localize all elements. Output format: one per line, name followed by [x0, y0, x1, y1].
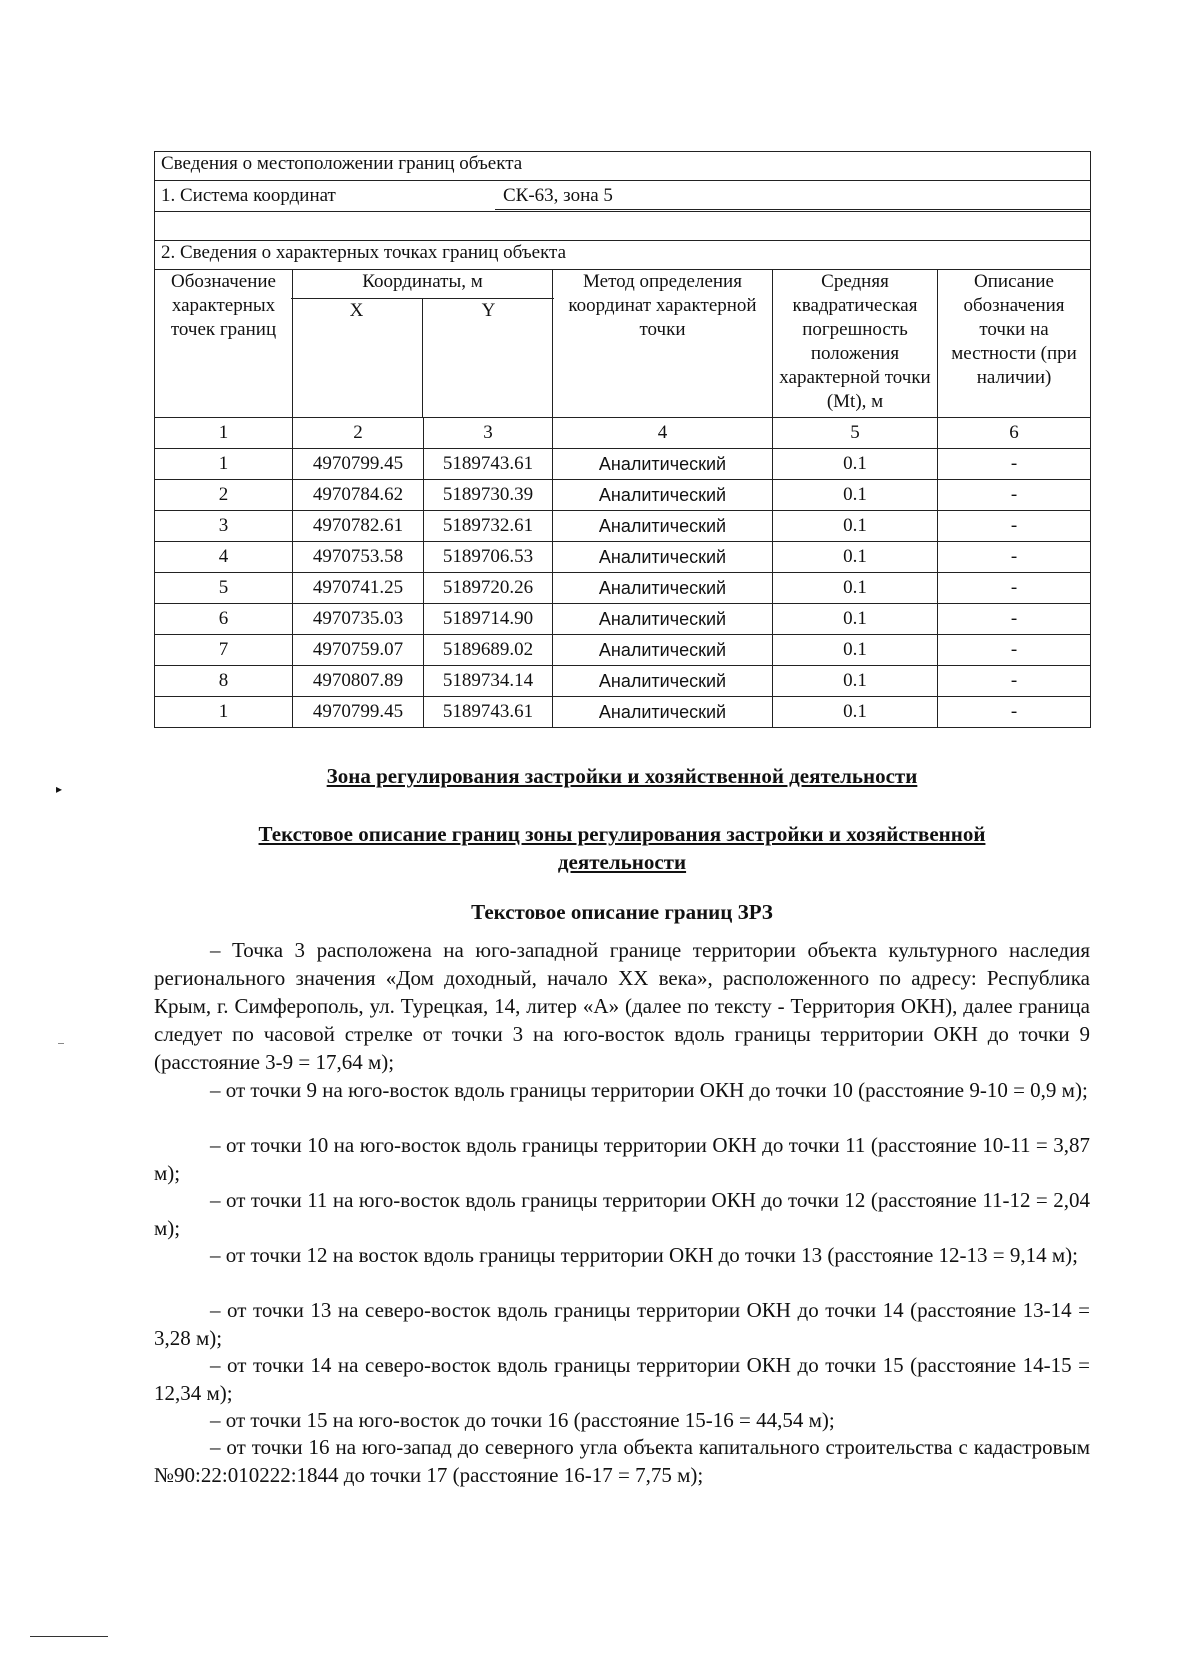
- desc-cell: -: [938, 697, 1091, 728]
- coord-system-underline: [495, 209, 1090, 210]
- paragraph-5: – от точки 12 на восток вдоль границы территории ОКН до точки 13 (расстояние 12-13 = 9,14 м);: [210, 1243, 1079, 1267]
- column-number: 5: [773, 418, 938, 449]
- method-cell: Аналитический: [553, 511, 773, 542]
- table-row: [155, 666, 1091, 697]
- point-cell: 5: [155, 573, 293, 604]
- table-row: [155, 480, 1091, 511]
- boundary-table: [154, 151, 1091, 728]
- method-cell: Аналитический: [553, 542, 773, 573]
- point-cell: 7: [155, 635, 293, 666]
- error-cell: 0.1: [773, 666, 938, 697]
- y-cell: 5189732.61: [424, 511, 553, 542]
- column-number: 6: [938, 418, 1091, 449]
- point-cell: 3: [155, 511, 293, 542]
- error-cell: 0.1: [773, 697, 938, 728]
- paragraph-6: – от точки 13 на северо-восток вдоль границы территории ОКН до точки 14 (расстояние 13-14 = 3,28 м);: [154, 1298, 1090, 1350]
- table-row: [155, 697, 1091, 728]
- paragraph-2: – от точки 9 на юго-восток вдоль границы территории ОКН до точки 10 (расстояние 9-10 = 0,9 м);: [210, 1078, 1088, 1102]
- y-cell: 5189730.39: [424, 480, 553, 511]
- x-cell: 4970759.07: [293, 635, 424, 666]
- error-cell: 0.1: [773, 573, 938, 604]
- y-cell: 5189734.14: [424, 666, 553, 697]
- desc-cell: -: [938, 449, 1091, 480]
- column-number: 3: [424, 418, 553, 449]
- scan-mark: ▸: [56, 782, 63, 796]
- desc-cell: -: [938, 511, 1091, 542]
- desc-cell: -: [938, 635, 1091, 666]
- blank-row: [155, 212, 1091, 241]
- column-number: 4: [553, 418, 773, 449]
- x-cell: 4970807.89: [293, 666, 424, 697]
- table-row: [155, 635, 1091, 666]
- header-method: Метод определения координат характерной точки: [553, 270, 773, 418]
- points-title: 2. Сведения о характерных точках границ объекта: [155, 241, 1091, 270]
- table-row: [155, 604, 1091, 635]
- column-number: 2: [293, 418, 424, 449]
- method-cell: Аналитический: [553, 449, 773, 480]
- y-cell: 5189743.61: [424, 697, 553, 728]
- paragraph-1: – Точка 3 расположена на юго-западной границе территории объекта культурного наследия регионального значения «Дом доходный, начало XX века», расположенного по адресу: Республика Крым, г. Симферополь, ул. Турецкая, 14, литер «А» (далее по тексту - Территория ОКН), далее граница следует по часовой стрелке от точки 3 на юго-восток вдоль границы территории ОКН до точки 9 (расстояние 3-9 = 17,64 м);: [154, 938, 1090, 1074]
- point-cell: 1: [155, 449, 293, 480]
- error-cell: 0.1: [773, 449, 938, 480]
- header-x: X: [291, 299, 423, 417]
- error-cell: 0.1: [773, 511, 938, 542]
- x-cell: 4970735.03: [293, 604, 424, 635]
- header-y: Y: [481, 300, 496, 321]
- paragraph-7: – от точки 14 на северо-восток вдоль границы территории ОКН до точки 15 (расстояние 14-15 = 12,34 м);: [154, 1353, 1090, 1405]
- header-coordinates-title: Координаты, м: [291, 270, 554, 299]
- x-cell: 4970753.58: [293, 542, 424, 573]
- y-cell: 5189706.53: [424, 542, 553, 573]
- method-cell: Аналитический: [553, 697, 773, 728]
- x-cell: 4970782.61: [293, 511, 424, 542]
- zone-heading: Зона регулирования застройки и хозяйственной деятельности: [326, 764, 918, 788]
- point-cell: 1: [155, 697, 293, 728]
- text-description-heading-line2: деятельности: [557, 850, 687, 874]
- table-row: [155, 449, 1091, 480]
- y-cell: 5189720.26: [424, 573, 553, 604]
- x-cell: 4970784.62: [293, 480, 424, 511]
- paragraph-4: – от точки 11 на юго-восток вдоль границы территории ОКН до точки 12 (расстояние 11-12 = 2,04 м);: [154, 1188, 1090, 1240]
- point-cell: 2: [155, 480, 293, 511]
- error-cell: 0.1: [773, 480, 938, 511]
- desc-cell: -: [938, 573, 1091, 604]
- x-cell: 4970741.25: [293, 573, 424, 604]
- zrz-heading: Текстовое описание границ ЗРЗ: [471, 900, 773, 924]
- point-cell: 8: [155, 666, 293, 697]
- paragraph-9: – от точки 16 на юго-запад до северного угла объекта капитального строительства с кадастровым №90:22:010222:1844 до точки 17 (расстояние 16-17 = 7,75 м);: [154, 1435, 1090, 1487]
- header-point-designation: Обозначение характерных точек границ: [155, 270, 293, 418]
- header-coordinates: [293, 270, 553, 418]
- column-number: 1: [155, 418, 293, 449]
- x-cell: 4970799.45: [293, 697, 424, 728]
- text-description-heading-line1: Текстовое описание границ зоны регулирования застройки и хозяйственной: [258, 822, 986, 846]
- paragraph-8: – от точки 15 на юго-восток до точки 16 (расстояние 15-16 = 44,54 м);: [210, 1408, 835, 1432]
- desc-cell: -: [938, 666, 1091, 697]
- desc-cell: -: [938, 604, 1091, 635]
- method-cell: Аналитический: [553, 604, 773, 635]
- table-row: [155, 573, 1091, 604]
- error-cell: 0.1: [773, 635, 938, 666]
- point-cell: 4: [155, 542, 293, 573]
- coord-system-value: СК-63, зона 5: [503, 185, 613, 206]
- scan-artifact: [58, 1043, 64, 1044]
- point-cell: 6: [155, 604, 293, 635]
- desc-cell: -: [938, 542, 1091, 573]
- coord-system-label: 1. Система координат: [161, 185, 336, 206]
- section-title: Сведения о местоположении границ объекта: [155, 152, 1091, 181]
- header-description: Описание обозначения точки на местности (при наличии): [938, 270, 1091, 418]
- footnote-line: [30, 1636, 108, 1637]
- y-cell: 5189689.02: [424, 635, 553, 666]
- coord-system-row: [155, 181, 1091, 212]
- desc-cell: -: [938, 480, 1091, 511]
- paragraph-3: – от точки 10 на юго-восток вдоль границы территории ОКН до точки 11 (расстояние 10-11 = 3,87 м);: [154, 1133, 1090, 1185]
- error-cell: 0.1: [773, 542, 938, 573]
- y-cell: 5189714.90: [424, 604, 553, 635]
- header-error: Средняя квадратическая погрешность положения характерной точки (Mt), м: [773, 270, 938, 418]
- method-cell: Аналитический: [553, 635, 773, 666]
- table-row: [155, 542, 1091, 573]
- method-cell: Аналитический: [553, 480, 773, 511]
- y-cell: 5189743.61: [424, 449, 553, 480]
- method-cell: Аналитический: [553, 666, 773, 697]
- method-cell: Аналитический: [553, 573, 773, 604]
- table-row: [155, 511, 1091, 542]
- x-cell: 4970799.45: [293, 449, 424, 480]
- column-number-row: [155, 418, 1091, 449]
- error-cell: 0.1: [773, 604, 938, 635]
